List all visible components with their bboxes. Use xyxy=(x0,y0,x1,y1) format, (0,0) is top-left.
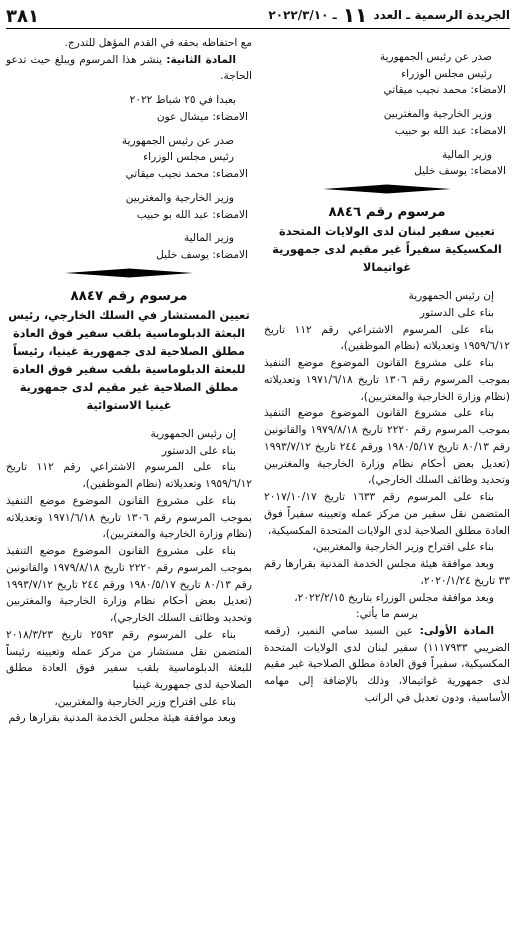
sig-fm-name: الامضاء: عبد الله بو حبيب xyxy=(394,124,506,137)
section-separator xyxy=(6,268,252,278)
issue-date: ـ ٢٠٢٢/٣/١٠ xyxy=(268,8,337,22)
recital: بناء على المرسوم رقم ٢٥٩٣ تاريخ ٢٠١٨/٣/٢٣ المتضمن نقل مستشار من مركز عمله وتعيينه رئيساً للبعثة الدبلوماسية بلقب سفير فوق العادة مطلق الصلاحية لدى جمهورية غينيا xyxy=(6,628,252,692)
right-column xyxy=(264,35,510,727)
article-text: عين السيد سامي النمير، (رقمه الضريبي ١١١٧٩٣٣) سفير لبنان لدى الولايات المتحدة المكسيكية، سفيراً فوق العادة مطلق الصلاحية غير مقيم لدى جمهورية غواتيمالا، وذلك بالإضافة إلى مهامه الأساسية، ودون تعديل في الراتب xyxy=(264,624,511,704)
article-1 xyxy=(264,623,510,707)
recital-constitution: بناء على الدستور xyxy=(161,444,236,457)
sig-fin-role: وزير المالية xyxy=(183,232,234,245)
recital: بناء على اقتراح وزير الخارجية والمغتربين، xyxy=(312,541,494,554)
sig-president: صدر عن رئيس الجمهورية xyxy=(379,51,492,63)
decree-intro: إن رئيس الجمهورية xyxy=(150,428,236,440)
sig-pm-name: الامضاء: محمد نجيب ميقاتي xyxy=(125,168,248,181)
recital: بناء على مشروع القانون الموضوع موضع التنفيذ بموجب المرسوم رقم ١٣٠٦ تاريخ ١٩٧١/٦/١٨ وتعديلاته (نظام وزارة الخارجية والمغتربين)، xyxy=(6,494,252,541)
article-text: ينشر هذا المرسوم ويبلغ حيث تدعو الحاجة. xyxy=(6,53,252,83)
recital: بناء على المرسوم الاشتراعي رقم ١١٢ تاريخ ١٩٥٩/٦/١٢ وتعديلاته (نظام الموظفين)، xyxy=(6,461,252,491)
decree-subtitle: تعيين المستشار في السلك الخارجي، رئيس البعثة الدبلوماسية بلقب سفير فوق العادة مطلق الصلاحية لدى جمهورية غينيا، رئيساً للبعثة الدبلوماسية بلقب سفير فوق العادة مطلق الصلاحية غير مقيم لدى جمهورية غينيا الاستوائية xyxy=(8,307,250,412)
decree-title: مرسوم رقم ٨٨٤٦ xyxy=(328,205,446,221)
sig-fin-role: وزير المالية xyxy=(441,148,492,161)
decree-formula: يرسم ما يأتي: xyxy=(356,608,418,621)
sig-pres-name: الامضاء: ميشال عون xyxy=(156,110,248,123)
sig-pm-name: الامضاء: محمد نجيب ميقاتي xyxy=(383,84,506,97)
columns xyxy=(6,35,510,727)
recital: بناء على اقتراح وزير الخارجية والمغتربين، xyxy=(54,695,236,708)
continuation-text: مع احتفاظه بحقه في القدم المؤهل للتدرج. xyxy=(64,37,252,49)
article-label: المادة الثانية: xyxy=(166,53,236,66)
publication-name: الجريدة الرسمية ـ العدد xyxy=(373,8,510,22)
decree-intro: إن رئيس الجمهورية xyxy=(408,290,494,303)
section-separator xyxy=(264,184,510,194)
sig-fm-role: وزير الخارجية والمغتربين xyxy=(383,108,492,121)
sig-fm-role: وزير الخارجية والمغتربين xyxy=(125,191,234,204)
sig-pm-role: رئيس مجلس الوزراء xyxy=(143,151,234,164)
recital: وبعد موافقة مجلس الوزراء بتاريخ ٢٠٢٢/٢/١٥، xyxy=(294,591,494,604)
decree-subtitle: تعيين سفير لبنان لدى الولايات المتحدة المكسيكية سفيراً غير مقيم لدى جمهورية غواتيمالا xyxy=(272,224,502,275)
recital: بناء على مشروع القانون الموضوع موضع التنفيذ بموجب المرسوم رقم ١٣٠٦ تاريخ ١٩٧١/٦/١٨ وتعديلاته (نظام وزارة الخارجية والمغتربين)، xyxy=(264,357,510,403)
article-label: المادة الأولى: xyxy=(419,624,494,637)
sig-pm-role: رئيس مجلس الوزراء xyxy=(401,67,492,80)
issue-number: ١١ xyxy=(342,3,368,27)
sig-fm-name: الامضاء: عبد الله بو حبيب xyxy=(136,208,248,221)
recital: بناء على المرسوم رقم ١٦٣٣ تاريخ ٢٠١٧/١٠/١٧ المتضمن نقل سفير من مركز عمله وتعيينه سفيراً فوق العادة مطلق الصلاحية لدى الولايات المتحدة المكسيكية، xyxy=(264,491,510,537)
date-line: بعبدا في ٢٥ شباط ٢٠٢٢ xyxy=(129,94,236,107)
recital: بناء على المرسوم الاشتراعي رقم ١١٢ تاريخ ١٩٥٩/٦/١٢ وتعديلاته (نظام الموظفين)، xyxy=(264,323,510,353)
decree-title: مرسوم رقم ٨٨٤٧ xyxy=(70,288,188,304)
page-header xyxy=(6,4,510,29)
sig-fin-name: الامضاء: يوسف خليل xyxy=(414,165,506,178)
sig-fin-name: الامضاء: يوسف خليل xyxy=(156,249,248,262)
article-2 xyxy=(6,52,252,85)
publication-line xyxy=(268,5,510,25)
recital: بناء على مشروع القانون الموضوع موضع التنفيذ بموجب المرسوم رقم ٢٢٢٠ تاريخ ١٩٧٩/٨/١٨ والقانونين رقم ٨٠/١٣ تاريخ ١٩٨٠/٥/١٧ ورقم ٢٤٤ تاريخ ١٩٩٣/٧/١٢ (تعديل بعض أحكام نظام وزارة الخارجية والمغتربين وتحديد وظائف السلك الخارجي)، xyxy=(264,407,510,487)
recital: وبعد موافقة هيئة مجلس الخدمة المدنية بقرارها رقم ٣٣ تاريخ ٢٠٢٠/١/٢٤، xyxy=(264,558,510,587)
recital: بناء على مشروع القانون الموضوع موضع التنفيذ بموجب المرسوم رقم ٢٢٢٠ تاريخ ١٩٧٩/٨/١٨ والقانونين رقم ٨٠/١٣ تاريخ ١٩٨٠/٥/١٧ ورقم ٢٤٤ تاريخ ١٩٩٣/٧/١٢ (تعديل بعض أحكام نظام وزارة الخارجية والمغتربين وتحديد وظائف السلك الخارجي)، xyxy=(6,545,252,625)
page-number: ٣٨١ xyxy=(6,6,39,27)
left-column xyxy=(6,35,252,727)
recital-constitution: بناء على الدستور xyxy=(419,307,494,320)
sig-president: صدر عن رئيس الجمهورية xyxy=(121,134,234,147)
recital: وبعد موافقة هيئة مجلس الخدمة المدنية بقرارها رقم xyxy=(8,712,236,725)
